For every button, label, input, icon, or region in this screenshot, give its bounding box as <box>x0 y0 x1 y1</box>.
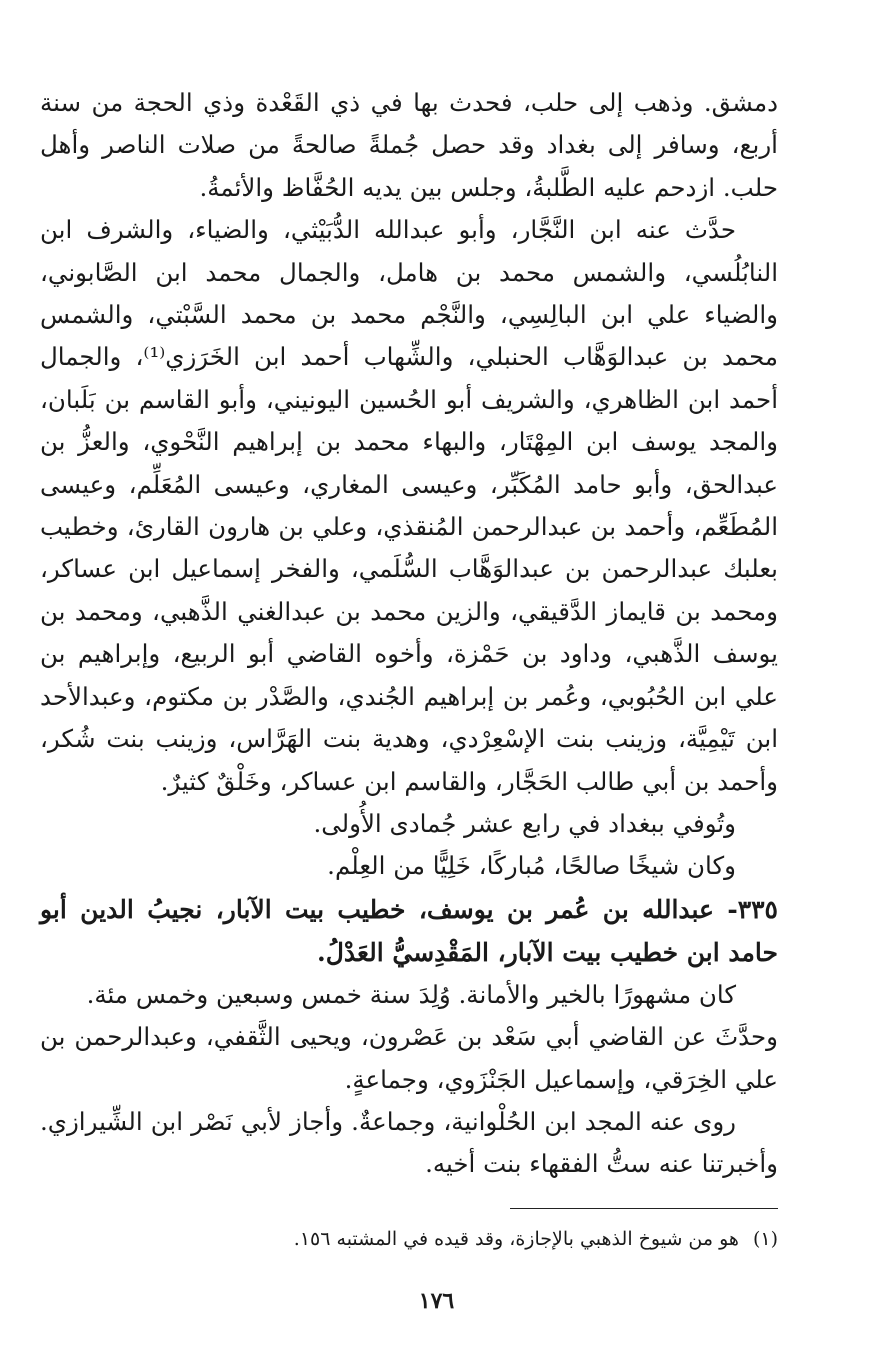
page-number: ١٧٦ <box>418 1288 455 1314</box>
footnote <box>40 1224 778 1254</box>
paragraph-teachers: وحدَّثَ عن القاضي أبي سَعْد بن عَصْرون، ويحيى الثَّقفي، وعبدالرحمن بن علي الخِرَقي، وإسماعيل الجَنْزَوي، وجماعةٍ. <box>40 1022 778 1094</box>
paragraph-narrators: حدَّث عنه ابن النَّجَّار، وأبو عبدالله الدُّبَيْثي، والضياء، والشرف ابن النابُلُسي، والشمس محمد بن هامل، والجمال محمد ابن الصَّابوني، والضياء علي ابن البالِسِي، والنَّجْم محمد بن محمد السَّبْتي، والشمس محمد بن عبدالوَهَّاب الحنبلي، والشِّهاب أحمد ابن الخَرَزي⁽¹⁾، والجمال أحمد ابن الظاهري، والشريف أبو الحُسين اليونيني، وأبو القاسم بن بَلَبان، والمجد يوسف ابن المِهْتَار، والبهاء محمد بن إبراهيم النَّحْوي، والعزُّ بن عبدالحق، وأبو حامد المُكَبِّر، وعيسى المغاري، وعيسى المُعَلِّم، وعيسى المُطَعِّم، وأحمد بن عبدالرحمن المُنقذي، وعلي بن هارون القارئ، وخطيب بعلبك عبدالرحمن بن عبدالوَهَّاب السُّلَمي، والفخر إسماعيل ابن عساكر، ومحمد بن قايماز الدَّقيقي، والزين محمد بن عبدالغني الذَّهبي، ومحمد بن يوسف الذَّهبي، وداود بن حَمْزة، وأخوه القاضي أبو الربيع، وإبراهيم بن علي ابن الحُبُوبي، وعُمر بن إبراهيم الجُندي، والصَّدْر بن مكتوم، وعبدالأحد ابن تَيْمِيَّة، وزينب بنت الإسْعِرْدي، وهدية بنت الهَرَّاس، وزينب بنت شُكر، وأحمد بن أبي طالب الحَجَّار، والقاسم ابن عساكر، وخَلْقٌ كثيرٌ. <box>40 215 779 796</box>
paragraph-continuation: دمشق. وذهب إلى حلب، فحدث بها في ذي القَعْدة وذي الحجة من سنة أربع، وسافر إلى بغداد وقد حصل جُملةً صالحةً من صلات الناصر وأهل حلب. ازدحم عليه الطَّلبةُ، وجلس بين يديه الحُفَّاظ والأئمةُ. <box>40 88 778 202</box>
paragraph-description: وكان شيخًا صالحًا، مُباركًا، خَلِيًّا من العِلْم. <box>327 851 736 881</box>
entry-heading: ٣٣٥- عبدالله بن عُمر بن يوسف، خطيب بيت الآبار، نجيبُ الدين أبو حامد ابن خطيب بيت الآبار، المَقْدِسيُّ العَدْلُ. <box>40 894 778 967</box>
footnote-text: هو من شيوخ الذهبي بالإجازة، وقد قيده في المشتبه ١٥٦. <box>293 1228 739 1250</box>
paragraph-students: روى عنه المجد ابن الحُلْوانية، وجماعةٌ. وأجاز لأبي نَصْر ابن الشِّيرازي. وأخبرتنا عنه ستُّ الفقهاء بنت أخيه. <box>40 1106 778 1179</box>
footnote-divider <box>510 1208 778 1209</box>
page-body <box>40 82 778 1186</box>
footnote-marker: (١) <box>752 1228 778 1250</box>
paragraph-death: وتُوفي ببغداد في رابع عشر جُمادى الأُولى. <box>313 808 736 838</box>
paragraph-birth: كان مشهورًا بالخير والأمانة. وُلِدَ سنة خمس وسبعين وخمس مئة. <box>86 979 736 1009</box>
